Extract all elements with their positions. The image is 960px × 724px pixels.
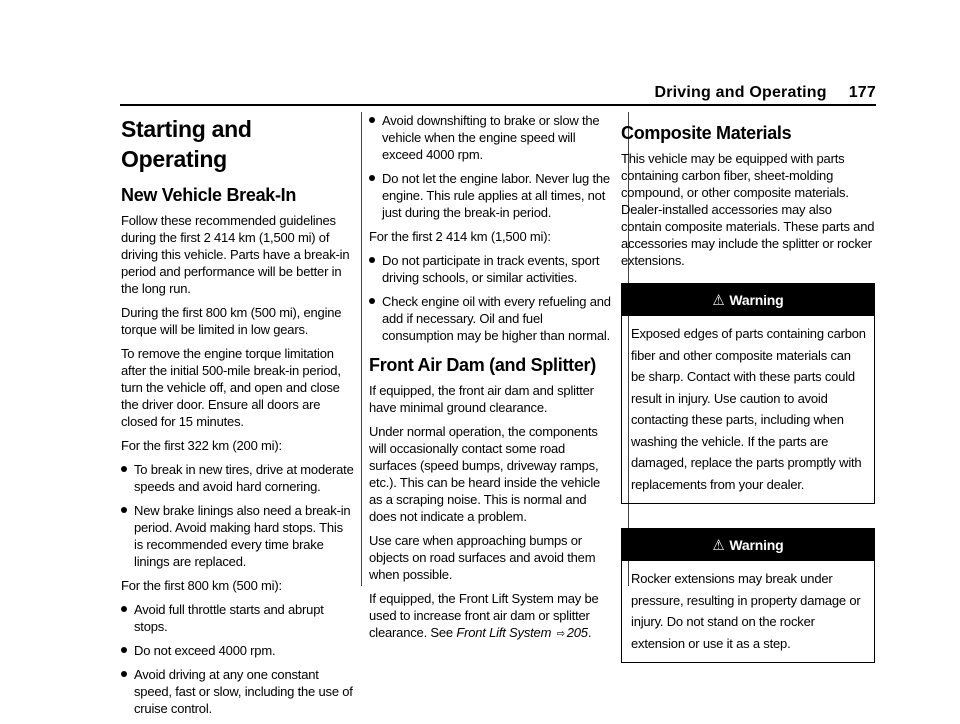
bullet-icon <box>369 298 375 304</box>
column-3 <box>621 112 875 677</box>
list-item: Do not participate in track events, sport driving schools, or similar activities. <box>369 252 614 286</box>
warning-box <box>621 283 875 504</box>
bullet-icon <box>121 671 127 677</box>
warning-box <box>621 528 875 663</box>
paragraph: Use care when approaching bumps or objects on road surfaces and avoid them when possible. <box>369 533 596 582</box>
bullet-icon <box>369 117 375 123</box>
bullet-icon <box>121 647 127 653</box>
warning-text: Exposed edges of parts containing carbon fiber and other composite materials can be sharp. Contact with these parts could result in injury. Use caution to avoid contacting these parts, including when washing the vehicle. If the parts are damaged, replace the parts promptly with replacements from your dealer. <box>631 326 866 492</box>
list-item: To break in new tires, drive at moderate speeds and avoid hard cornering. <box>121 461 354 495</box>
list-item: New brake linings also need a break-in period. Avoid making hard stops. This is recommended every time brake linings are replaced. <box>121 502 354 570</box>
bullet-list <box>369 252 614 344</box>
paragraph: For the first 322 km (200 mi): <box>121 438 282 453</box>
paragraph: This vehicle may be equipped with parts containing carbon fiber, sheet-molding compound, or other composite materials. Dealer-installed accessories may also contain composite materials. These parts and accessories may include the splitter or rocker extensions. <box>621 151 875 268</box>
list-item: Do not let the engine labor. Never lug the engine. This rule applies at all times, not just during the break-in period. <box>369 170 614 221</box>
list-item: Avoid full throttle starts and abrupt stops. <box>121 601 354 635</box>
list-item: Avoid driving at any one constant speed, fast or slow, including the use of cruise control. <box>121 666 354 717</box>
section-title-break-in: New Vehicle Break-In <box>121 185 297 205</box>
paragraph: If equipped, the front air dam and splitter have minimal ground clearance. <box>369 383 594 415</box>
bullet-icon <box>369 175 375 181</box>
column-1 <box>121 108 354 724</box>
list-item: Check engine oil with every refueling and add if necessary. Oil and fuel consumption may be higher than normal. <box>369 293 614 344</box>
cross-reference-link[interactable]: Front Lift System <box>456 625 552 640</box>
bullet-list <box>121 601 354 717</box>
warning-header <box>622 529 874 561</box>
bullet-icon <box>369 257 375 263</box>
list-item: Avoid downshifting to brake or slow the vehicle when the engine speed will exceed 4000 rpm. <box>369 112 614 163</box>
paragraph: Under normal operation, the components will occasionally contact some road surfaces (speed bumps, driveway ramps, etc.). This can be heard inside the vehicle as a scraping noise. This is normal and does not indicate a problem. <box>369 424 601 524</box>
warning-triangle-icon: ⚠ <box>712 536 725 554</box>
warning-label: Warning <box>729 536 784 553</box>
column-divider-1 <box>361 112 362 586</box>
cross-reference-page[interactable]: 205 <box>566 625 588 640</box>
section-title-composite-materials: Composite Materials <box>621 123 792 143</box>
page-reference-arrow-icon: ⇨ <box>556 628 565 640</box>
bullet-icon <box>121 606 127 612</box>
header-rule <box>120 104 876 106</box>
column-2 <box>369 112 614 650</box>
paragraph: For the first 2 414 km (1,500 mi): <box>369 229 551 244</box>
page-number: 177 <box>848 84 876 101</box>
section-title-front-air-dam: Front Air Dam (and Splitter) <box>369 355 596 375</box>
running-header <box>654 84 876 102</box>
bullet-icon <box>121 466 127 472</box>
bullet-icon <box>121 507 127 513</box>
warning-header <box>622 284 874 316</box>
chapter-title: Starting and Operating <box>121 116 252 172</box>
warning-text: Rocker extensions may break under pressure, resulting in property damage or injury. Do not stand on the rocker extension or use it as a step. <box>631 571 861 651</box>
list-item: Do not exceed 4000 rpm. <box>121 642 354 659</box>
header-section-title: Driving and Operating <box>654 84 827 101</box>
paragraph: If equipped, the Front Lift System may be used to increase front air dam or splitter clearance. See Front Lift System ⇨ 205. <box>369 591 599 640</box>
bullet-list <box>369 112 614 221</box>
bullet-list <box>121 461 354 570</box>
paragraph: To remove the engine torque limitation after the initial 500-mile break-in period, turn the vehicle off, and open and close the driver door. Ensure all doors are closed for 15 minutes. <box>121 346 341 429</box>
paragraph: Follow these recommended guidelines during the first 2 414 km (1,500 mi) of driving this vehicle. Parts have a break-in period and performance will be better in the long run. <box>121 213 350 296</box>
paragraph: During the first 800 km (500 mi), engine torque will be limited in low gears. <box>121 305 342 337</box>
warning-triangle-icon: ⚠ <box>712 291 725 309</box>
warning-label: Warning <box>729 291 784 308</box>
paragraph: For the first 800 km (500 mi): <box>121 578 282 593</box>
